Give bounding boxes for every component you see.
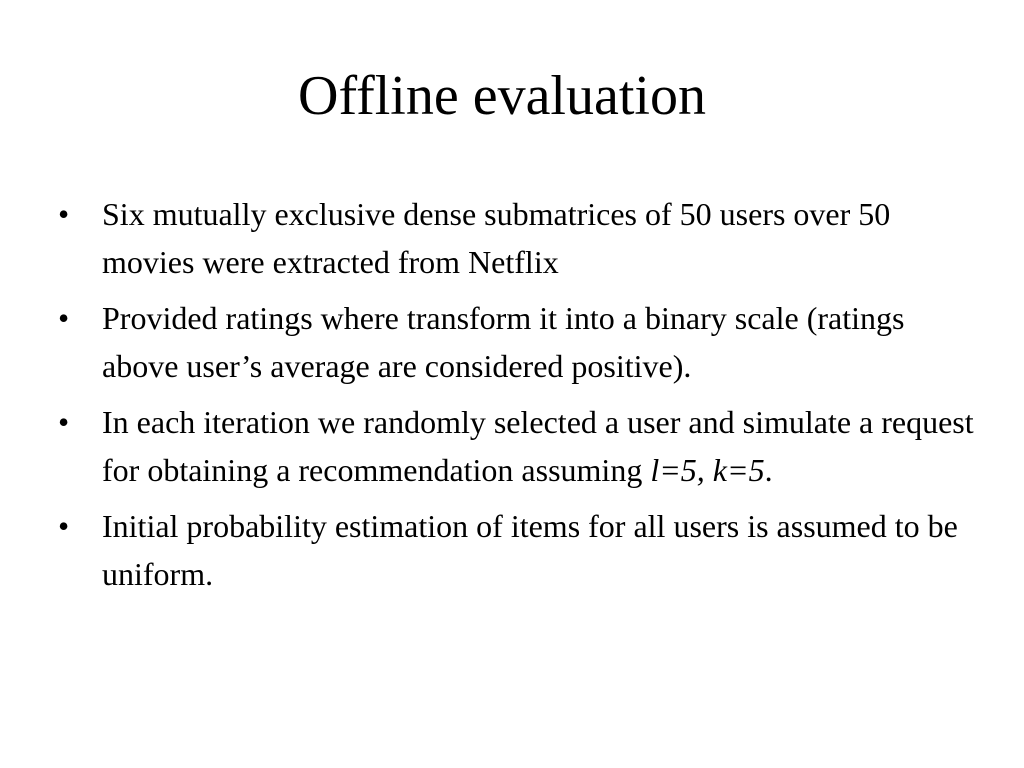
bullet-text: Initial probability estimation of items for all users is assumed to be uniform. xyxy=(102,508,958,592)
bullet-icon: • xyxy=(58,404,70,440)
bullet-text-end: . xyxy=(764,452,773,488)
param-k-value: =5 xyxy=(727,452,765,488)
bullet-item-ratings xyxy=(58,294,988,390)
bullet-item-initial-probability xyxy=(58,502,988,598)
bullet-item-iteration xyxy=(58,398,988,494)
bullet-icon: • xyxy=(58,196,70,232)
bullet-icon: • xyxy=(58,508,70,544)
bullet-icon: • xyxy=(58,300,70,336)
param-l: l xyxy=(650,452,660,488)
bullet-text: Six mutually exclusive dense submatrices of 50 users over 50 movies were extracted from Netflix xyxy=(102,196,891,280)
bullet-item-submatrices xyxy=(58,190,988,286)
bullet-text xyxy=(102,404,974,488)
bullet-text-main: In each iteration we randomly selected a user and simulate a request for obtaining a recommendation assuming xyxy=(102,404,974,488)
slide-title: Offline evaluation xyxy=(298,65,706,127)
param-l-value: =5, xyxy=(659,452,713,488)
bullet-list xyxy=(58,190,988,606)
param-k: k xyxy=(712,452,727,488)
bullet-text: Provided ratings where transform it into a binary scale (ratings above user’s average are considered positive). xyxy=(102,300,905,384)
